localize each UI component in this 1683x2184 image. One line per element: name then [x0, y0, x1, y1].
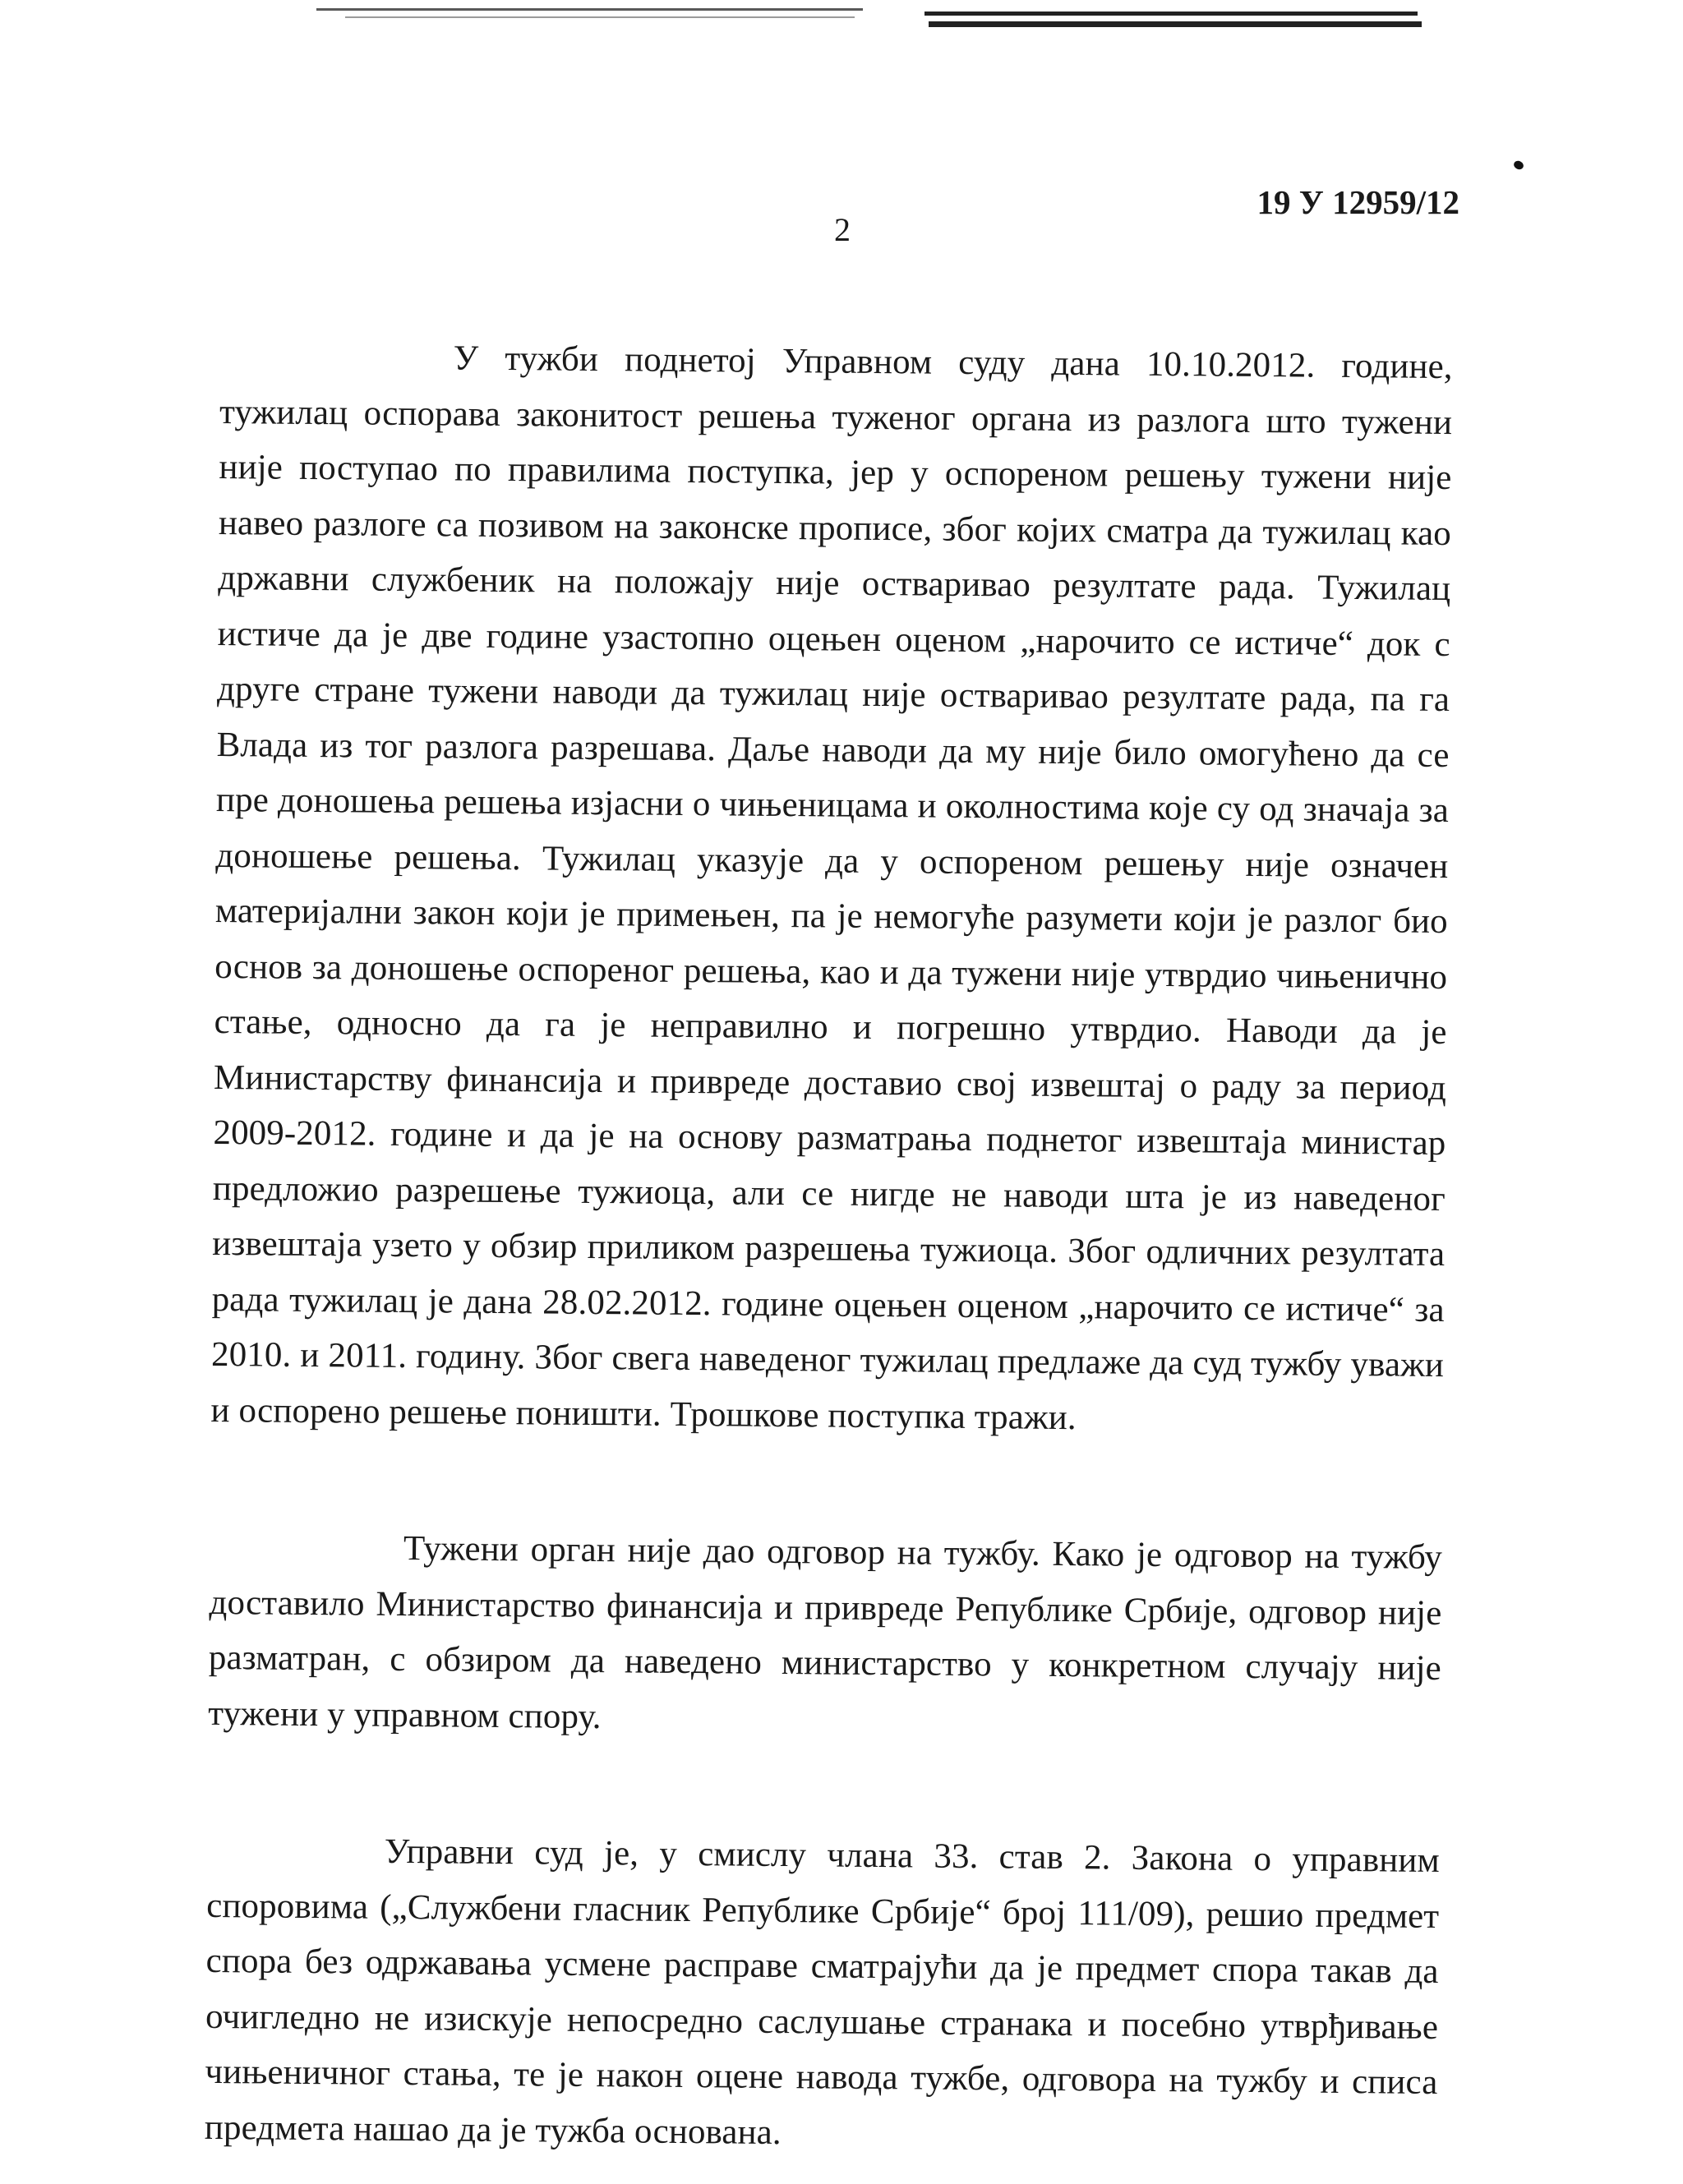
case-number: 19 У 12959/12	[1256, 183, 1459, 221]
scan-speck	[1512, 159, 1524, 171]
scan-artifact-line	[929, 21, 1422, 27]
scan-artifact-line	[316, 8, 863, 11]
paragraph-lawsuit-claims: У тужби поднетој Управном суду дана 10.10.2012. године, тужилац оспорава законитост решења туженог органа из разлога што тужени није поступао по правилима поступка, јер у оспореном решењу тужени није навео разлоге са позивом на законске прописе, због којих сматра да тужилац као државни службеник на положају није остваривао резултате рада. Тужилац истиче да је две године узастопно оцењен оценом „нарочито се истиче“ док с друге стране тужени наводи да тужилац није остваривао резултате рада, па га Влада из тог разлога разрешава. Даље наводи да му није било омогућено да се пре доношења решења изјасни о чињеницама и околностима које су од значаја за доношење решења. Тужилац указује да у оспореном решењу није означен материјални закон који је примењен, па је немогуће разумети који је разлог био основ за доношење оспореног решења, као и да тужени није утврдио чињенично стање, односно да га је неправилно и погрешно утврдио. Наводи да је Министарству финансија и привреде доставио свој извештај о раду за период 2009-2012. године и да је на основу разматрања поднетог извештаја министар предложио разрешење тужиоца, али се нигде не наводи шта је из наведеног извештаја узето у обзир приликом разрешења тужиоца. Због одличних резултата рада тужилац је дана 28.02.2012. године оцењен оценом „нарочито се истиче“ за 2010. и 2011. годину. Због свега наведеног тужилац предлаже да суд тужбу уважи и оспорено решење поништи. Трошкове поступка тражи.	[210, 339, 1453, 1437]
page-number: 2	[834, 211, 851, 248]
document-body	[205, 329, 1453, 2166]
scan-artifact-line	[345, 16, 855, 18]
paragraph-defendant-response: Тужени орган није дао одговор на тужбу. Како је одговор на тужбу доставило Министарство финансија и привреде Републике Србије, одговор није разматран, с обзиром да наведено министарство у конкретном случају није тужени у управном спору.	[208, 1529, 1443, 1736]
scan-artifact-line	[924, 12, 1418, 16]
paragraph-court-decision: Управни суд је, у смислу члана 33. став 2. Закона о управним споровима („Службени гласник Републике Србије“ број 111/09), решио предмет спора без одржавања усмене расправе сматрајући да је предмет спора такав да очигледно не изискује непосредно саслушање странака и посебно утврђивање чињеничног стања, те је након оцене навода тужбе, одговора на тужбу и списа предмета нашао да је тужба основана.	[204, 1832, 1440, 2152]
